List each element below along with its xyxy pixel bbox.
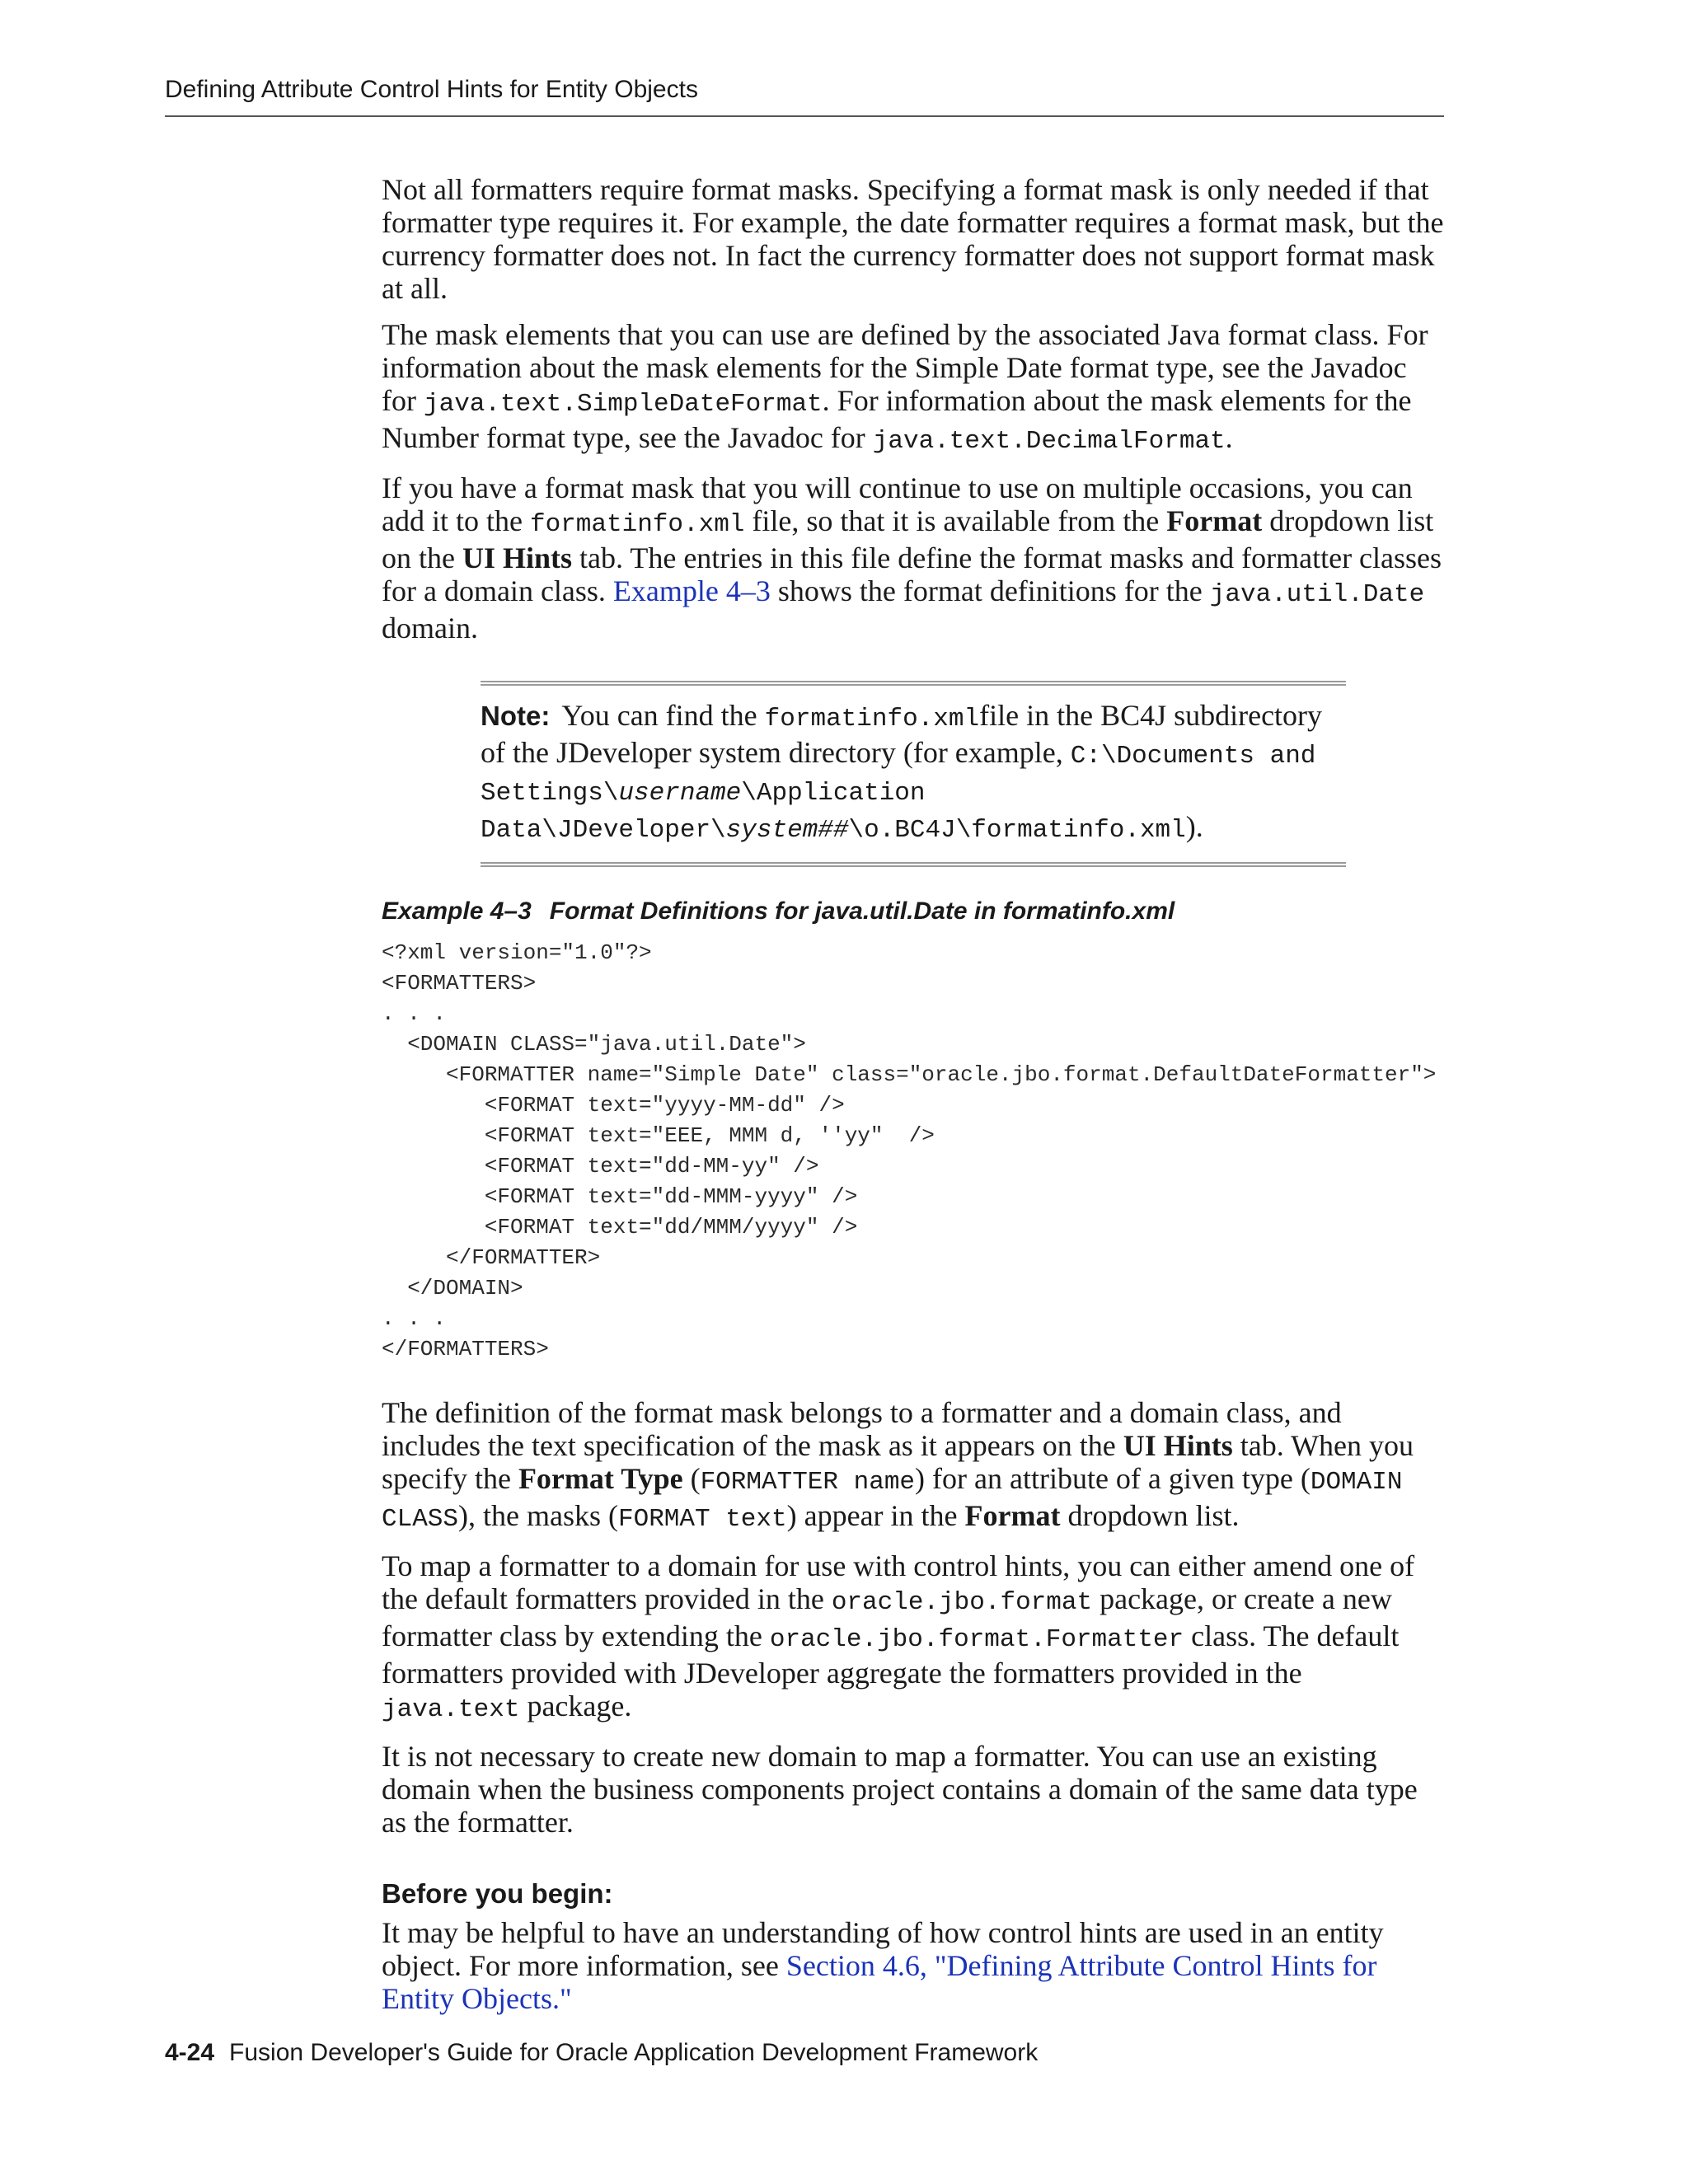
text-span: The definition of the format mask belongs to a formatter and a domain class, and includes the text specification of the mask as it appears on the <box>382 1396 1342 1462</box>
code-path-system: system## <box>725 816 849 845</box>
text-span: The mask elements that you can use are defined by the associated Java format class. For information about the mask elements for the Simple Date format type, see the Javadoc for <box>382 318 1428 417</box>
example-title: Format Definitions for java.util.Date in formatinfo.xml <box>549 898 1175 925</box>
book-title: Fusion Developer's Guide for Oracle Application Development Framework <box>229 2039 1039 2066</box>
link-section-4-6[interactable]: Section 4.6, "Defining Attribute Control Hints for Entity Objects." <box>382 1949 1377 2015</box>
note-box <box>481 681 1346 867</box>
bold-ui-hints: UI Hints <box>1123 1429 1233 1462</box>
code-formatinfo-xml: formatinfo.xml <box>764 705 980 733</box>
text-span: file, so that it is available from the <box>744 504 1167 537</box>
text-span: package. <box>519 1690 632 1722</box>
bold-ui-hints: UI Hints <box>462 541 573 574</box>
bold-format-type: Format Type <box>518 1462 683 1495</box>
example-number: Example 4–3 <box>382 898 532 925</box>
paragraph-existing-domain: It is not necessary to create new domain to map a formatter. You can use an existing domain when the business components project contains a domain of the same data type as the formatter. <box>382 1740 1418 1839</box>
code-listing: <?xml version="1.0"?> <FORMATTERS> . . . <DOMAIN CLASS="java.util.Date"> <FORMATTER name="Simple Date" class="oracle.jbo.format.DefaultDateFormatter"> <FORMAT text="yyyy-MM-dd" /> <FORMAT text="EEE, MMM d, ''yy" /> <FORMAT text="dd-MM-yy" /> <FORMAT text="dd-MMM-yyyy" /> <FORMAT text="dd/MMM/yyyy" /> </FORMATTER> </DOMAIN> . . . </FORMATTERS> <box>382 940 1437 1361</box>
text-span: shows the format definitions for the <box>770 574 1210 607</box>
code-formatter-class: oracle.jbo.format.Formatter <box>769 1625 1184 1654</box>
text-span: ), the masks ( <box>458 1499 618 1532</box>
text-span: ). <box>1185 810 1203 843</box>
text-span: domain. <box>382 612 478 644</box>
text-span: . <box>1225 421 1233 454</box>
text-span: ( <box>682 1462 701 1495</box>
code-java-util-date: java.util.Date <box>1209 580 1425 609</box>
paragraph-format-masks: Not all formatters require format masks. Specifying a format mask is only needed if that formatter type requires it. For example, the date formatter requires a format mask, but the currency formatter does not. In fact the currency formatter does not support format mask at all. <box>382 173 1444 305</box>
text-span: ) appear in the <box>786 1499 965 1532</box>
example-caption <box>382 897 1445 926</box>
code-path-username: username <box>618 779 742 808</box>
code-domain-class: DOMAIN CLASS <box>382 1468 1403 1534</box>
running-header: Defining Attribute Control Hints for Entity Objects <box>165 76 698 103</box>
text-span: dropdown list on the <box>382 504 1434 574</box>
paragraph-mask-elements <box>382 318 1445 458</box>
text-span: class. The default formatters provided with JDeveloper aggregate the formatters provided in the <box>382 1619 1400 1690</box>
paragraph-before-you-begin <box>382 1916 1445 2015</box>
before-you-begin-heading: Before you begin: <box>382 1878 613 1909</box>
header-rule <box>165 115 1444 117</box>
text-span: You can find the <box>561 699 765 732</box>
code-format-text: FORMAT text <box>617 1505 787 1534</box>
code-decimalformat: java.text.DecimalFormat <box>872 427 1226 456</box>
page-number: 4-24 <box>165 2039 215 2066</box>
paragraph-formatinfo <box>382 471 1445 644</box>
text-span: tab. When you specify the <box>382 1429 1414 1495</box>
link-example-4-3[interactable]: Example 4–3 <box>612 574 771 607</box>
paragraph-mask-definition <box>382 1396 1445 1536</box>
text-span: . For information about the mask elements for the Number format type, see the Javadoc for <box>382 384 1412 454</box>
text-span: ) for an attribute of a given type ( <box>915 1462 1311 1495</box>
text-span: file in the BC4J subdirectory of the JDeveloper system directory (for example, <box>481 699 1323 769</box>
page-footer <box>165 2039 1038 2067</box>
code-path: \o.BC4J\formatinfo.xml <box>848 816 1186 845</box>
bold-format: Format <box>964 1499 1061 1532</box>
code-java-text: java.text <box>382 1695 520 1724</box>
text-span: dropdown list. <box>1060 1499 1240 1532</box>
code-path: C:\Documents and Settings\ <box>481 742 1316 808</box>
bold-format: Format <box>1166 504 1263 537</box>
code-path: \Application Data\JDeveloper\ <box>481 779 926 845</box>
paragraph-map-formatter <box>382 1549 1445 1727</box>
code-simpledateformat: java.text.SimpleDateFormat <box>423 390 823 419</box>
page-content <box>382 173 1445 2028</box>
code-oracle-jbo-format: oracle.jbo.format <box>831 1588 1093 1617</box>
note-label: Note: <box>481 701 551 731</box>
text-span: To map a formatter to a domain for use with control hints, you can either amend one of the default formatters provided in the <box>382 1549 1415 1615</box>
text-span: It may be helpful to have an understanding of how control hints are used in an entity object. For more information, see <box>382 1916 1384 1982</box>
text-span: tab. The entries in this file define the format masks and formatter classes for a domain class. <box>382 541 1442 607</box>
text-span: package, or create a new formatter class by extending the <box>382 1582 1392 1652</box>
text-span: If you have a format mask that you will continue to use on multiple occasions, you can add it to the <box>382 471 1413 537</box>
code-formatter-name: FORMATTER name <box>700 1468 916 1497</box>
code-formatinfo-xml: formatinfo.xml <box>529 510 745 539</box>
